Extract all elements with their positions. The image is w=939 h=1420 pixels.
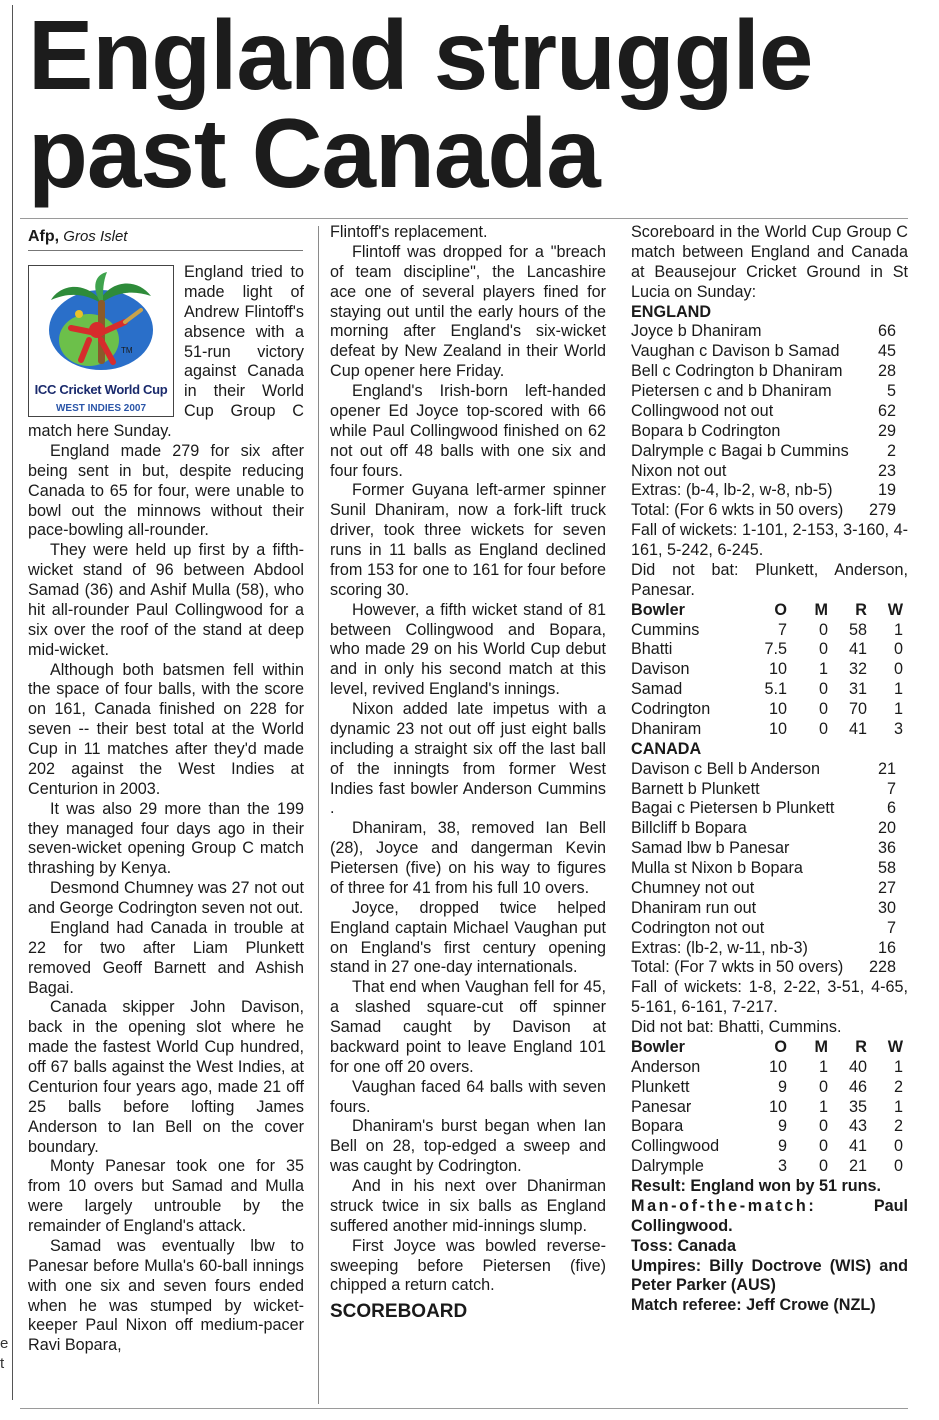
batting-row bbox=[631, 342, 908, 362]
logo-trademark: TM bbox=[121, 346, 133, 355]
england-did-not-bat: Did not bat: Plunkett, Anderson, Panesar. bbox=[631, 560, 908, 599]
batting-row bbox=[631, 939, 908, 959]
england-fall-of-wickets: Fall of wickets: 1-101, 2-153, 3-160, 4-161, 5-242, 6-245. bbox=[631, 521, 908, 559]
canada-batting bbox=[631, 760, 908, 979]
bowling-cell: 32 bbox=[848, 660, 867, 679]
team-heading-canada: CANADA bbox=[631, 739, 702, 758]
batsman-dismissal: Nixon not out bbox=[631, 461, 727, 480]
batsman-dismissal: Bell c Codrington b Dhaniram bbox=[631, 362, 843, 381]
batting-row bbox=[631, 780, 908, 800]
bowling-header-cell: Bowler bbox=[631, 600, 685, 619]
batting-row bbox=[631, 442, 908, 462]
bowling-cell: Plunkett bbox=[631, 1077, 690, 1096]
bowling-cell: 1 bbox=[818, 1057, 828, 1076]
batting-row bbox=[631, 839, 908, 859]
bowling-cell: 0 bbox=[818, 700, 828, 718]
bowling-cell: 10 bbox=[768, 1057, 787, 1076]
article-paragraph: England had Canada in trouble at 22 for two after Liam Plunkett removed Geoff Barnett and Ashish Bagai. bbox=[28, 918, 304, 997]
batsman-dismissal: Davison c Bell b Anderson bbox=[631, 759, 820, 778]
article-column-2 bbox=[330, 223, 606, 1324]
article-paragraph: Canada skipper John Davison, back in the opening slot where he made the fastest World Cup hundred, off 67 balls against the West Indies, at Centurion four years ago, made 21 off 25 balls before lofting James Anderson to Ian Bell on the cover boundary. bbox=[28, 998, 304, 1156]
bowling-cell: 21 bbox=[848, 1157, 867, 1176]
bowling-cell: 35 bbox=[848, 1097, 867, 1116]
batsman-dismissal: Samad lbw b Panesar bbox=[631, 839, 790, 858]
batsman-dismissal: Vaughan c Davison b Samad bbox=[631, 342, 840, 361]
match-result: Result: England won by 51 runs. bbox=[631, 1177, 882, 1195]
headline-line: England struggle bbox=[28, 0, 813, 110]
article-paragraph: They were held up first by a fifth-wicket stand of 96 between Abdool Samad (36) and Ashif Mulla (58), who hit all-rounder Paul Collingwood for a six over the roof of the stand at deep mid-wicket. bbox=[28, 541, 304, 659]
batsman-runs: 27 bbox=[877, 878, 896, 897]
bowling-header-cell: W bbox=[887, 1037, 903, 1056]
bowling-cell: 41 bbox=[848, 640, 867, 659]
article-paragraph: Flintoff was dropped for a "breach of team discipline", the Lancashire ace one of several players fined for staying out until the early hours of the morning after England's six-wicket defeat by New Zealand in their World Cup opener here Friday. bbox=[330, 242, 606, 381]
bowling-header-cell: W bbox=[887, 600, 903, 619]
byline-agency: Afp, bbox=[28, 228, 60, 245]
batsman-runs: 19 bbox=[877, 481, 896, 500]
batsman-dismissal: Joyce b Dhaniram bbox=[631, 322, 762, 341]
batsman-dismissal: Extras: (lb-2, w-11, nb-3) bbox=[631, 938, 808, 957]
canada-did-not-bat: Did not bat: Bhatti, Cummins. bbox=[631, 1018, 842, 1036]
batsman-runs: 58 bbox=[877, 859, 896, 877]
bowling-cell: 10 bbox=[768, 1097, 787, 1116]
bowling-cell: 9 bbox=[777, 1137, 787, 1156]
edge-fragment: t bbox=[0, 1355, 5, 1372]
batting-row bbox=[631, 919, 908, 939]
bowling-cell: 0 bbox=[893, 1137, 903, 1156]
bowling-cell: 41 bbox=[848, 1137, 867, 1156]
man-of-the-match bbox=[631, 1197, 908, 1217]
bowling-cell: 5.1 bbox=[764, 680, 787, 699]
edge-fragment: e bbox=[0, 1335, 9, 1352]
batsman-dismissal: Chumney not out bbox=[631, 878, 755, 897]
batting-row bbox=[631, 481, 908, 501]
bowling-cell: 0 bbox=[818, 620, 828, 639]
article-paragraph: Joyce, dropped twice helped England captain Michael Vaughan put on England's first century opening stand in 27 one-day internationals. bbox=[330, 898, 606, 977]
bowling-header bbox=[631, 601, 908, 621]
bowling-cell: Anderson bbox=[631, 1057, 701, 1076]
bowling-cell: Davison bbox=[631, 660, 690, 679]
batting-row bbox=[631, 462, 908, 482]
bowling-row bbox=[631, 1058, 908, 1078]
bowling-row bbox=[631, 720, 908, 740]
bowling-cell: 2 bbox=[893, 1117, 903, 1136]
palm-tree-mascot-icon bbox=[41, 270, 161, 378]
batsman-runs: 45 bbox=[877, 342, 896, 361]
bowling-cell: 1 bbox=[818, 660, 828, 679]
article-paragraph: Monty Panesar took one for 35 from 10 overs but Samad and Mulla were largely untrouble by the remainder of England's attack. bbox=[28, 1157, 304, 1235]
article-paragraph: Vaughan faced 64 balls with seven fours. bbox=[330, 1077, 606, 1116]
batsman-dismissal: Dhaniram run out bbox=[631, 898, 757, 917]
article-paragraph: Flintoff's replacement. bbox=[330, 223, 488, 241]
batsman-runs: 7 bbox=[886, 779, 896, 798]
batting-row bbox=[631, 760, 908, 780]
bowling-row bbox=[631, 1117, 908, 1137]
bowling-cell: 1 bbox=[893, 1097, 903, 1116]
headline bbox=[28, 0, 813, 208]
bowling-cell: Bhatti bbox=[631, 640, 673, 659]
england-batting bbox=[631, 322, 908, 521]
bowling-cell: Cummins bbox=[631, 620, 700, 639]
batting-row bbox=[631, 859, 908, 879]
batting-row bbox=[631, 422, 908, 442]
bowling-cell: 7.5 bbox=[764, 640, 787, 659]
article-paragraph: England's Irish-born left-handed opener Ed Joyce top-scored with 66 while Paul Collingwood finished on 62 not out off 48 balls with one six and four fours. bbox=[330, 382, 606, 480]
bowling-cell: Dalrymple bbox=[631, 1157, 704, 1176]
bowling-cell: 46 bbox=[848, 1077, 867, 1096]
bowling-cell: 0 bbox=[818, 680, 828, 699]
article-paragraph: It was also 29 more than the 199 they managed four days ago in their seven-wicket opening Group C match thrashing by Kenya. bbox=[28, 799, 304, 878]
bowling-cell: 40 bbox=[848, 1057, 867, 1076]
bowling-header-cell: M bbox=[814, 600, 828, 619]
batting-row bbox=[631, 322, 908, 342]
batsman-dismissal: Dalrymple c Bagai b Cummins bbox=[631, 441, 849, 460]
batsman-dismissal: Collingwood not out bbox=[631, 401, 774, 420]
batsman-runs: 5 bbox=[886, 382, 896, 400]
bowling-row bbox=[631, 1137, 908, 1157]
bowling-cell: 43 bbox=[848, 1117, 867, 1136]
icc-world-cup-logo bbox=[28, 265, 174, 417]
batting-row bbox=[631, 402, 908, 422]
batsman-dismissal: Extras: (b-4, lb-2, w-8, nb-5) bbox=[631, 481, 833, 500]
toss: Toss: Canada bbox=[631, 1236, 736, 1255]
bowling-cell: Codrington bbox=[631, 700, 711, 718]
article-paragraph: Although both batsmen fell within the space of four balls, with the score on 161, Canada finished on 228 for seven -- their best total at the World Cup in 11 matches after they'd made 202 against the West Indies at Centurion in 2003. bbox=[28, 660, 304, 798]
batsman-dismissal: Total: (For 6 wkts in 50 overs) bbox=[631, 501, 844, 520]
batting-row bbox=[631, 799, 908, 819]
bowling-header-cell: R bbox=[855, 600, 867, 619]
bowling-row bbox=[631, 1098, 908, 1118]
batsman-runs: 36 bbox=[877, 839, 896, 858]
bowling-cell: Collingwood bbox=[631, 1137, 720, 1156]
batsman-dismissal: Bopara b Codrington bbox=[631, 421, 781, 440]
bowling-cell: 2 bbox=[893, 1077, 903, 1096]
bowling-cell: 0 bbox=[893, 660, 903, 679]
bowling-row bbox=[631, 680, 908, 700]
batsman-runs: 66 bbox=[877, 322, 896, 341]
batsman-dismissal: Codrington not out bbox=[631, 918, 765, 937]
batsman-dismissal: Billcliff b Bopara bbox=[631, 819, 747, 838]
scoreboard-column bbox=[631, 223, 908, 1316]
mom-name-cont: Collingwood. bbox=[631, 1216, 733, 1235]
bowling-cell: 0 bbox=[893, 1157, 903, 1176]
bowling-cell: Bopara bbox=[631, 1117, 684, 1136]
batsman-runs: 228 bbox=[868, 958, 896, 977]
byline-place: Gros Islet bbox=[63, 228, 128, 245]
batsman-dismissal: Barnett b Plunkett bbox=[631, 779, 760, 798]
article-paragraph: England made 279 for six after being sent in but, despite reducing Canada to 65 for four, were unable to bowl out the minnows without their pace-bowling all-rounder. bbox=[28, 441, 304, 540]
batsman-runs: 23 bbox=[877, 461, 896, 480]
batting-row bbox=[631, 819, 908, 839]
bowling-row bbox=[631, 640, 908, 660]
bowling-cell: 0 bbox=[818, 1137, 828, 1156]
bowling-header bbox=[631, 1038, 908, 1058]
bowling-row bbox=[631, 621, 908, 641]
bowling-cell: 41 bbox=[848, 719, 867, 738]
canada-bowling-table bbox=[631, 1038, 908, 1177]
logo-title: ICC Cricket World Cup bbox=[34, 382, 168, 397]
batting-row bbox=[631, 899, 908, 919]
batsman-dismissal: Bagai c Pietersen b Plunkett bbox=[631, 799, 835, 818]
batsman-runs: 2 bbox=[886, 441, 896, 460]
logo-subtitle: WEST INDIES 2007 bbox=[55, 403, 147, 414]
bowling-header-cell: Bowler bbox=[631, 1037, 685, 1056]
bowling-cell: 9 bbox=[777, 1117, 787, 1136]
batsman-runs: 16 bbox=[877, 938, 896, 957]
bowling-cell: 1 bbox=[893, 620, 903, 639]
bowling-header-cell: O bbox=[774, 600, 787, 619]
bowling-row bbox=[631, 1157, 908, 1177]
frame-top-rule bbox=[20, 218, 908, 219]
bowling-cell: 10 bbox=[768, 660, 787, 679]
article-paragraph: First Joyce was bowled reverse-sweeping before Pietersen (five) chipped a return catch. bbox=[330, 1236, 606, 1295]
bowling-cell: 1 bbox=[893, 1057, 903, 1076]
page-edge-line bbox=[12, 5, 13, 1400]
batsman-runs: 20 bbox=[877, 819, 896, 838]
bowling-header-cell: R bbox=[855, 1037, 867, 1056]
article-paragraph: That end when Vaughan fell for 45, a slashed square-cut off spinner Samad caught by Davison at backward point to leave England 101 for one off 20 overs. bbox=[330, 978, 606, 1076]
mom-label: Man-of-the-match: bbox=[631, 1196, 817, 1215]
match-referee: Match referee: Jeff Crowe (NZL) bbox=[631, 1296, 876, 1315]
team-heading-england: ENGLAND bbox=[631, 302, 712, 321]
bowling-cell: 1 bbox=[893, 680, 903, 699]
byline-rule bbox=[28, 250, 303, 251]
bowling-cell: 7 bbox=[777, 620, 787, 639]
bowling-cell: 31 bbox=[848, 680, 867, 699]
bowling-header-cell: O bbox=[774, 1037, 787, 1056]
bowling-cell: 0 bbox=[818, 1117, 828, 1136]
article-paragraph: And in his next over Dhanirman struck twice in six balls as England suffered another mid-innings slump. bbox=[330, 1177, 606, 1235]
article-paragraph: England tried to made light of Andrew Flintoff's absence with a 51-run victory against Canada in their World Cup Group C match here Sunday. bbox=[28, 263, 304, 440]
article-paragraph: Dhaniram, 38, removed Ian Bell (28), Joyce and dangerman Kevin Pietersen (five) on his way to figures of three for 41 from his full 10 overs. bbox=[330, 819, 606, 897]
article-column-1 bbox=[28, 263, 304, 1356]
article-paragraph: However, a fifth wicket stand of 81 between Collingwood and Bopara, who made 29 on his World Cup debut and in only his second match at this level, revived England's innings. bbox=[330, 600, 606, 699]
batsman-runs: 29 bbox=[877, 421, 896, 440]
batting-row bbox=[631, 958, 908, 978]
bowling-cell: 1 bbox=[893, 700, 903, 718]
bowling-cell: 0 bbox=[818, 640, 828, 659]
bowling-cell: 0 bbox=[818, 1157, 828, 1176]
bowling-cell: 58 bbox=[848, 620, 867, 639]
bowling-row bbox=[631, 700, 908, 720]
batting-row bbox=[631, 501, 908, 521]
batsman-dismissal: Total: (For 7 wkts in 50 overs) bbox=[631, 958, 844, 977]
batsman-runs: 62 bbox=[877, 401, 896, 420]
batsman-runs: 7 bbox=[886, 918, 896, 937]
batting-row bbox=[631, 879, 908, 899]
mom-name: Paul bbox=[873, 1196, 908, 1215]
scoreboard-heading: SCOREBOARD bbox=[330, 1301, 468, 1323]
article-paragraph: Nixon added late impetus with a dynamic 23 not out off just eight balls including a straight six off the last ball of the inningts from former West Indies fast bowler Anderson Cummins . bbox=[330, 700, 606, 818]
article-paragraph: Former Guyana left-armer spinner Sunil Dhaniram, now a fork-lift truck driver, took three wickets for seven runs in 11 balls as England declined from 153 for one to 161 for four before scoring 30. bbox=[330, 481, 606, 599]
bowling-cell: 0 bbox=[818, 1077, 828, 1096]
batting-row bbox=[631, 382, 908, 402]
bowling-cell: 70 bbox=[848, 700, 867, 718]
article-paragraph: Desmond Chumney was 27 not out and George Codrington seven not out. bbox=[28, 879, 304, 917]
batsman-runs: 30 bbox=[877, 898, 896, 917]
batsman-runs: 21 bbox=[877, 759, 896, 778]
england-bowling-table bbox=[631, 601, 908, 740]
bowling-cell: 1 bbox=[818, 1097, 828, 1116]
bowling-cell: 3 bbox=[893, 719, 903, 738]
bowling-cell: Panesar bbox=[631, 1097, 692, 1116]
bowling-cell: 0 bbox=[893, 640, 903, 659]
bowling-header-cell: M bbox=[814, 1037, 828, 1056]
canada-fall-of-wickets: Fall of wickets: 1-8, 2-22, 3-51, 4-65, 5-161, 6-161, 7-217. bbox=[631, 978, 908, 1017]
bowling-row bbox=[631, 660, 908, 680]
byline bbox=[28, 228, 127, 246]
bowling-cell: 10 bbox=[768, 719, 787, 738]
frame-bottom-rule bbox=[20, 1408, 908, 1409]
bowling-cell: Samad bbox=[631, 680, 683, 699]
batsman-runs: 279 bbox=[868, 501, 896, 520]
batsman-dismissal: Mulla st Nixon b Bopara bbox=[631, 859, 803, 877]
batsman-runs: 6 bbox=[886, 799, 896, 818]
bowling-cell: 9 bbox=[777, 1077, 787, 1096]
column-rule bbox=[318, 226, 319, 1404]
batsman-runs: 28 bbox=[877, 362, 896, 381]
scoreboard-intro: Scoreboard in the World Cup Group C match between England and Canada at Beausejour Cricket Ground in St Lucia on Sunday: bbox=[631, 223, 908, 301]
article-paragraph: Dhaniram's burst began when Ian Bell on 28, top-edged a sweep and was caught by Codrington. bbox=[330, 1117, 606, 1176]
umpires: Umpires: Billy Doctrove (WIS) and Peter Parker (AUS) bbox=[631, 1256, 908, 1295]
bowling-row bbox=[631, 1078, 908, 1098]
batsman-dismissal: Pietersen c and b Dhaniram bbox=[631, 382, 832, 400]
bowling-cell: 3 bbox=[777, 1157, 787, 1176]
headline-line: past Canada bbox=[28, 98, 600, 208]
bowling-cell: 0 bbox=[818, 719, 828, 738]
bowling-cell: 10 bbox=[768, 700, 787, 718]
bowling-cell: Dhaniram bbox=[631, 719, 702, 738]
batting-row bbox=[631, 362, 908, 382]
article-paragraph: Samad was eventually lbw to Panesar before Mulla's 60-ball innings with one six and seven fours ended when he was stumped by wicket-keeper Paul Nixon off medium-pacer Ravi Bopara, bbox=[28, 1236, 304, 1355]
